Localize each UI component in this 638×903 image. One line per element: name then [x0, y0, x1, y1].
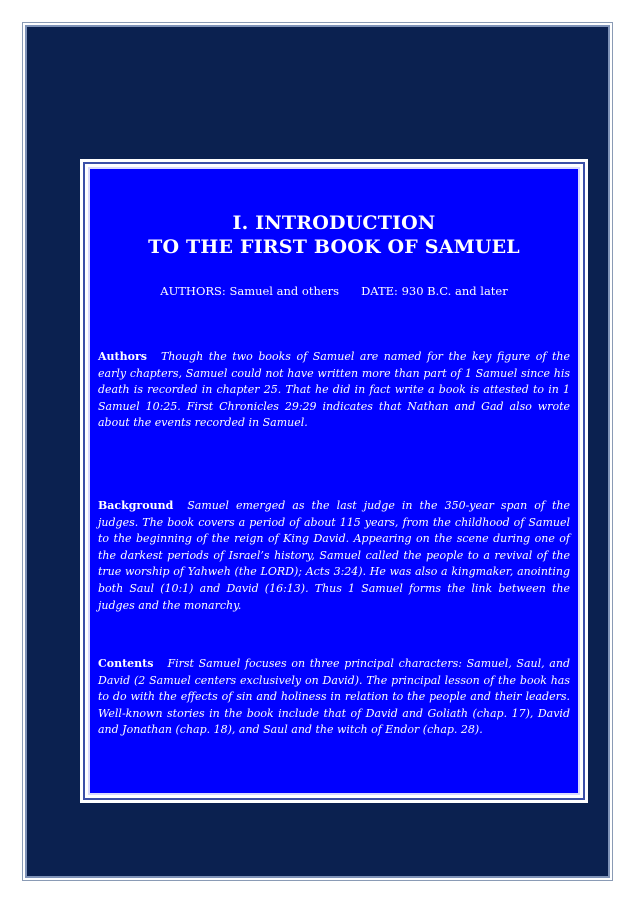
contents-heading: Contents	[98, 657, 154, 670]
contents-section	[98, 656, 570, 739]
blue-panel	[88, 167, 580, 795]
content-panel	[80, 159, 588, 803]
title-line-1: I. INTRODUCTION	[232, 212, 436, 234]
background-text: Samuel emerged as the last judge in the 350-year span of the judges. The book covers a period of about 115 years, from the childhood of Samuel to the beginning of the reign of King David. Appearing on the scene during one of the darkest periods of Israel’s history, Samuel called the people to a revival of the true worship of Yahweh (the LORD); Acts 3:24). He was also a kingmaker, anointing both Saul (10:1) and David (16:13). Thus 1 Samuel forms the link between the judges and the monarchy.	[98, 499, 570, 612]
meta-line	[90, 284, 578, 298]
authors-text: Though the two books of Samuel are named for the key figure of the early chapters, Samuel could not have written more than part of 1 Samuel since his death is recorded in chapter 25. That he did in fact write a book is attested to in 1 Samuel 10:25. First Chronicles 29:29 indicates that Nathan and Gad also wrote about the events recorded in Samuel.	[98, 350, 570, 430]
date-meta: DATE: 930 B.C. and later	[361, 284, 508, 298]
authors-section	[98, 349, 570, 432]
contents-text: First Samuel focuses on three principal characters: Samuel, Saul, and David (2 Samuel centers exclusively on David). The principal lesson of the book has to do with the effects of sin and holiness in relation to the people and their leaders. Well-known stories in the book include that of David and Goliath (chap. 17), David and Jonathan (chap. 18), and Saul and the witch of Endor (chap. 28).	[98, 657, 570, 737]
background-heading: Background	[98, 499, 174, 512]
authors-meta: AUTHORS: Samuel and others	[160, 284, 340, 298]
authors-heading: Authors	[98, 350, 147, 363]
panel-border	[83, 162, 585, 800]
page-title	[90, 211, 578, 259]
background-section	[98, 498, 570, 614]
title-line-2: TO THE FIRST BOOK OF SAMUEL	[148, 236, 520, 258]
